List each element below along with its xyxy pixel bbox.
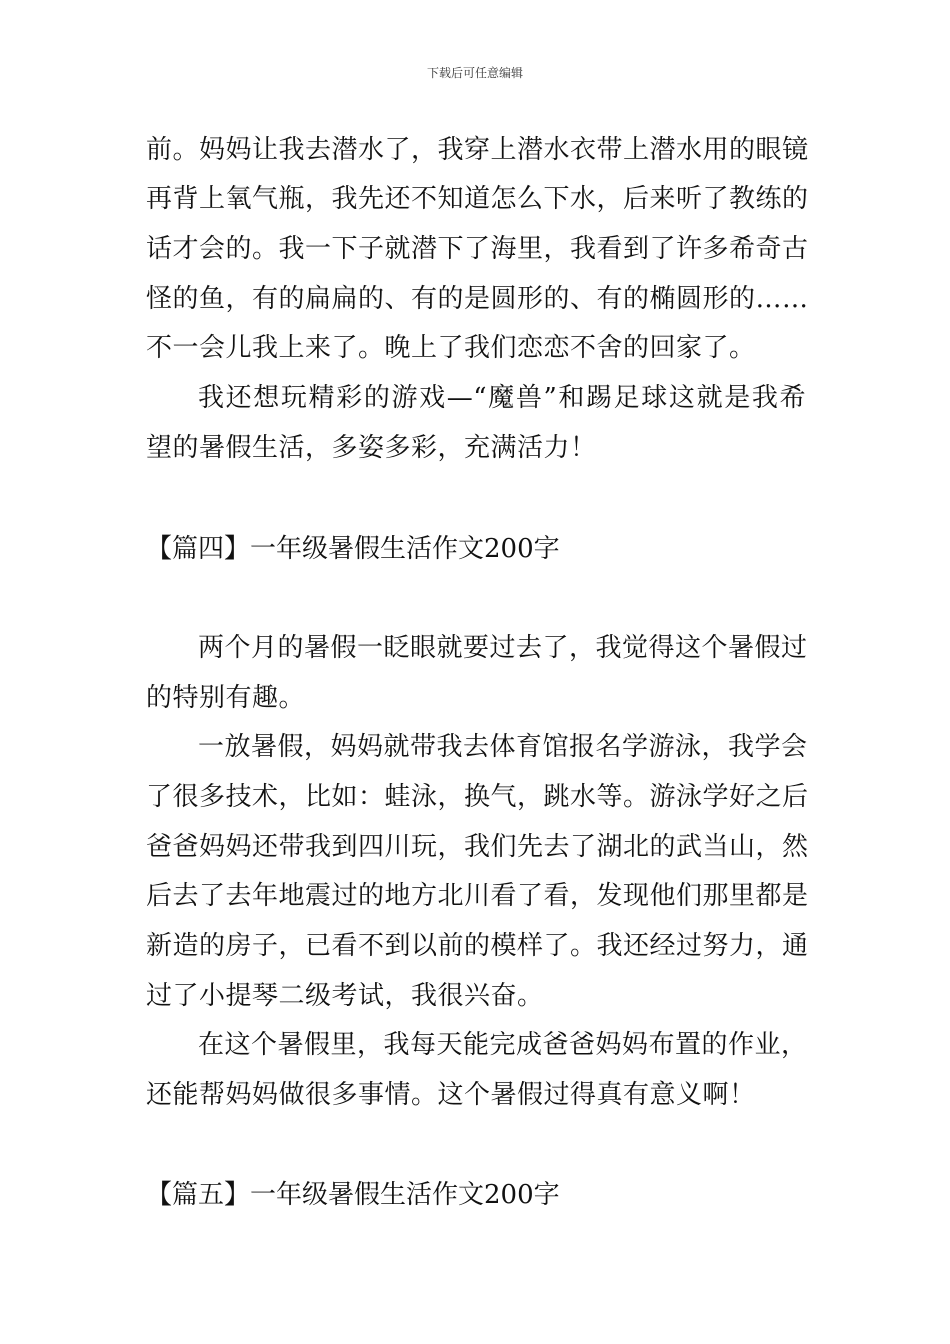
text-line: 的特别有趣。 bbox=[146, 683, 306, 713]
text-line: 爸爸妈妈还带我到四川玩，我们先去了湖北的武当山，然 bbox=[146, 832, 809, 862]
text-line: 我还想玩精彩的游戏—“魔兽”和踢足球这就是我希 bbox=[198, 383, 806, 413]
section-heading: 【篇四】一年级暑假生活作文200字 bbox=[146, 534, 560, 564]
text-line: 后去了去年地震过的地方北川看了看，发现他们那里都是 bbox=[146, 881, 809, 911]
text-line: 两个月的暑假一眨眼就要过去了，我觉得这个暑假过 bbox=[198, 633, 808, 663]
text-line: 一放暑假，妈妈就带我去体育馆报名学游泳，我学会 bbox=[198, 732, 808, 762]
text-line: 前。妈妈让我去潜水了，我穿上潜水衣带上潜水用的眼镜 bbox=[146, 135, 809, 165]
text-line: 还能帮妈妈做很多事情。这个暑假过得真有意义啊！ bbox=[146, 1080, 756, 1110]
text-line: 不一会儿我上来了。晚上了我们恋恋不舍的回家了。 bbox=[146, 333, 756, 363]
text-line: 新造的房子，已看不到以前的模样了。我还经过努力，通 bbox=[146, 931, 809, 961]
section-heading: 【篇五】一年级暑假生活作文200字 bbox=[146, 1180, 560, 1210]
text-line: 在这个暑假里，我每天能完成爸爸妈妈布置的作业， bbox=[198, 1030, 808, 1060]
text-line: 了很多技术，比如：蛙泳，换气，跳水等。游泳学好之后 bbox=[146, 782, 809, 812]
text-line: 再背上氧气瓶，我先还不知道怎么下水，后来听了教练的 bbox=[146, 184, 809, 214]
text-line: 过了小提琴二级考试，我很兴奋。 bbox=[146, 981, 544, 1011]
text-line: 望的暑假生活，多姿多彩，充满活力！ bbox=[146, 433, 597, 463]
text-line: 话才会的。我一下子就潜下了海里，我看到了许多希奇古 bbox=[146, 234, 809, 264]
page-header-note: 下载后可任意编辑 bbox=[426, 66, 523, 80]
text-line: 怪的鱼，有的扁扁的、有的是圆形的、有的椭圆形的…… bbox=[146, 284, 809, 314]
